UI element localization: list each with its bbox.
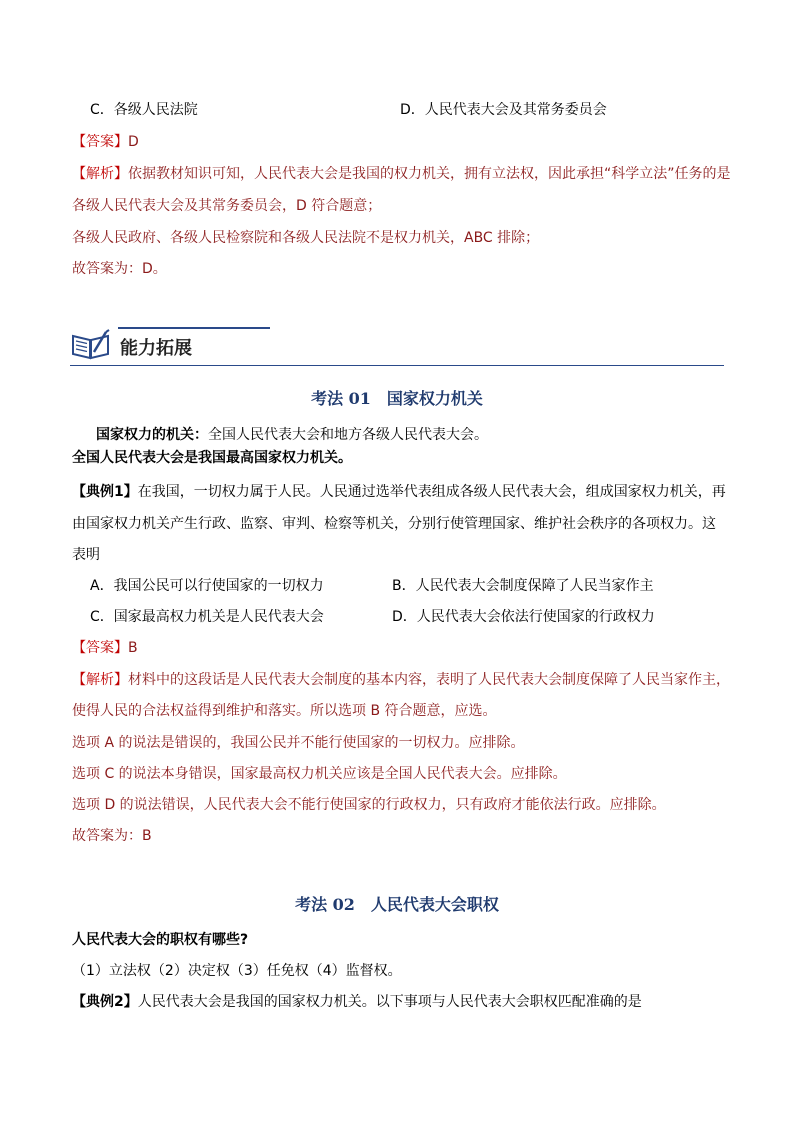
- header-rule: [70, 365, 724, 367]
- section-header: [70, 322, 724, 366]
- kaofa-01-title: 考法 01 国家权力机关: [311, 389, 483, 408]
- kaofa-02-title: 考法 02 人民代表大会职权: [295, 895, 499, 914]
- definition-term: 国家权力的机关：: [96, 427, 208, 443]
- definition-line: [96, 425, 488, 445]
- option-c: C．各级人民法院: [90, 102, 198, 118]
- example-2-tag: 【典例2】: [72, 994, 138, 1010]
- header-top-line: [118, 327, 270, 329]
- ex1-answer-line: 【答案】B: [72, 640, 138, 656]
- ex1-analysis-line-5: 选项 D 的说法错误，人民代表大会不能行使国家的行政权力，只有政府才能依法行政。应排除。: [72, 797, 666, 813]
- example-1-line-2: 由国家权力机关产生行政、监察、审判、检察等机关，分别行使管理国家、维护社会秩序的各项权力。这: [72, 516, 716, 532]
- book-pen-icon: [70, 328, 112, 360]
- ex1-option-d: D．人民代表大会依法行使国家的行政权力: [392, 609, 655, 625]
- answer-line: [72, 132, 139, 152]
- answer-value: D: [128, 134, 139, 150]
- example-2-line-1: 【典例2】人民代表大会是我国的国家权力机关。以下事项与人民代表大会职权匹配准确的是: [72, 994, 642, 1010]
- ex1-analysis-line-1: 【解析】材料中的这段话是人民代表大会制度的基本内容，表明了人民代表大会制度保障了人民当家作主，: [72, 672, 730, 688]
- note-line: 全国人民代表大会是我国最高国家权力机关。: [72, 450, 352, 466]
- ex1-analysis-line-6: 故答案为：B: [72, 828, 152, 844]
- section-title: 能力拓展: [120, 338, 192, 359]
- analysis-line-3: 各级人民政府、各级人民检察院和各级人民法院不是权力机关，ABC 排除；: [72, 230, 540, 246]
- example-1-tag: 【典例1】: [72, 484, 138, 500]
- analysis-line-2: 各级人民代表大会及其常务委员会，D 符合题意；: [72, 198, 382, 214]
- example-1-line-3: 表明: [72, 547, 100, 563]
- analysis-tag: 【解析】: [72, 166, 128, 182]
- ex1-analysis-line-4: 选项 C 的说法本身错误，国家最高权力机关应该是全国人民代表大会。应排除。: [72, 766, 567, 782]
- example-1-line-1: 【典例1】在我国，一切权力属于人民。人民通过选举代表组成各级人民代表大会，组成国家权力机关，再: [72, 484, 726, 500]
- kaofa2-power-list: （1）立法权（2）决定权（3）任免权（4）监督权。: [72, 963, 402, 979]
- kaofa2-question: 人民代表大会的职权有哪些?: [72, 932, 249, 948]
- ex1-analysis-line-3: 选项 A 的说法是错误的，我国公民并不能行使国家的一切权力。应排除。: [72, 735, 525, 751]
- option-d: D．人民代表大会及其常务委员会: [400, 102, 607, 118]
- ex1-option-a: A．我国公民可以行使国家的一切权力: [90, 578, 324, 594]
- definition-text: 全国人民代表大会和地方各级人民代表大会。: [208, 427, 488, 443]
- ex1-option-b: B．人民代表大会制度保障了人民当家作主: [392, 578, 654, 594]
- ex1-option-c: C．国家最高权力机关是人民代表大会: [90, 609, 324, 625]
- ex1-analysis-line-2: 使得人民的合法权益得到维护和落实。所以选项 B 符合题意，应选。: [72, 703, 497, 719]
- answer-tag: 【答案】: [72, 134, 128, 150]
- analysis-line-1: 【解析】依据教材知识可知，人民代表大会是我国的权力机关，拥有立法权，因此承担“科学立法”任务的是: [72, 166, 731, 182]
- ex1-answer-value: B: [128, 640, 138, 656]
- analysis-line-4: 故答案为：D。: [72, 261, 167, 277]
